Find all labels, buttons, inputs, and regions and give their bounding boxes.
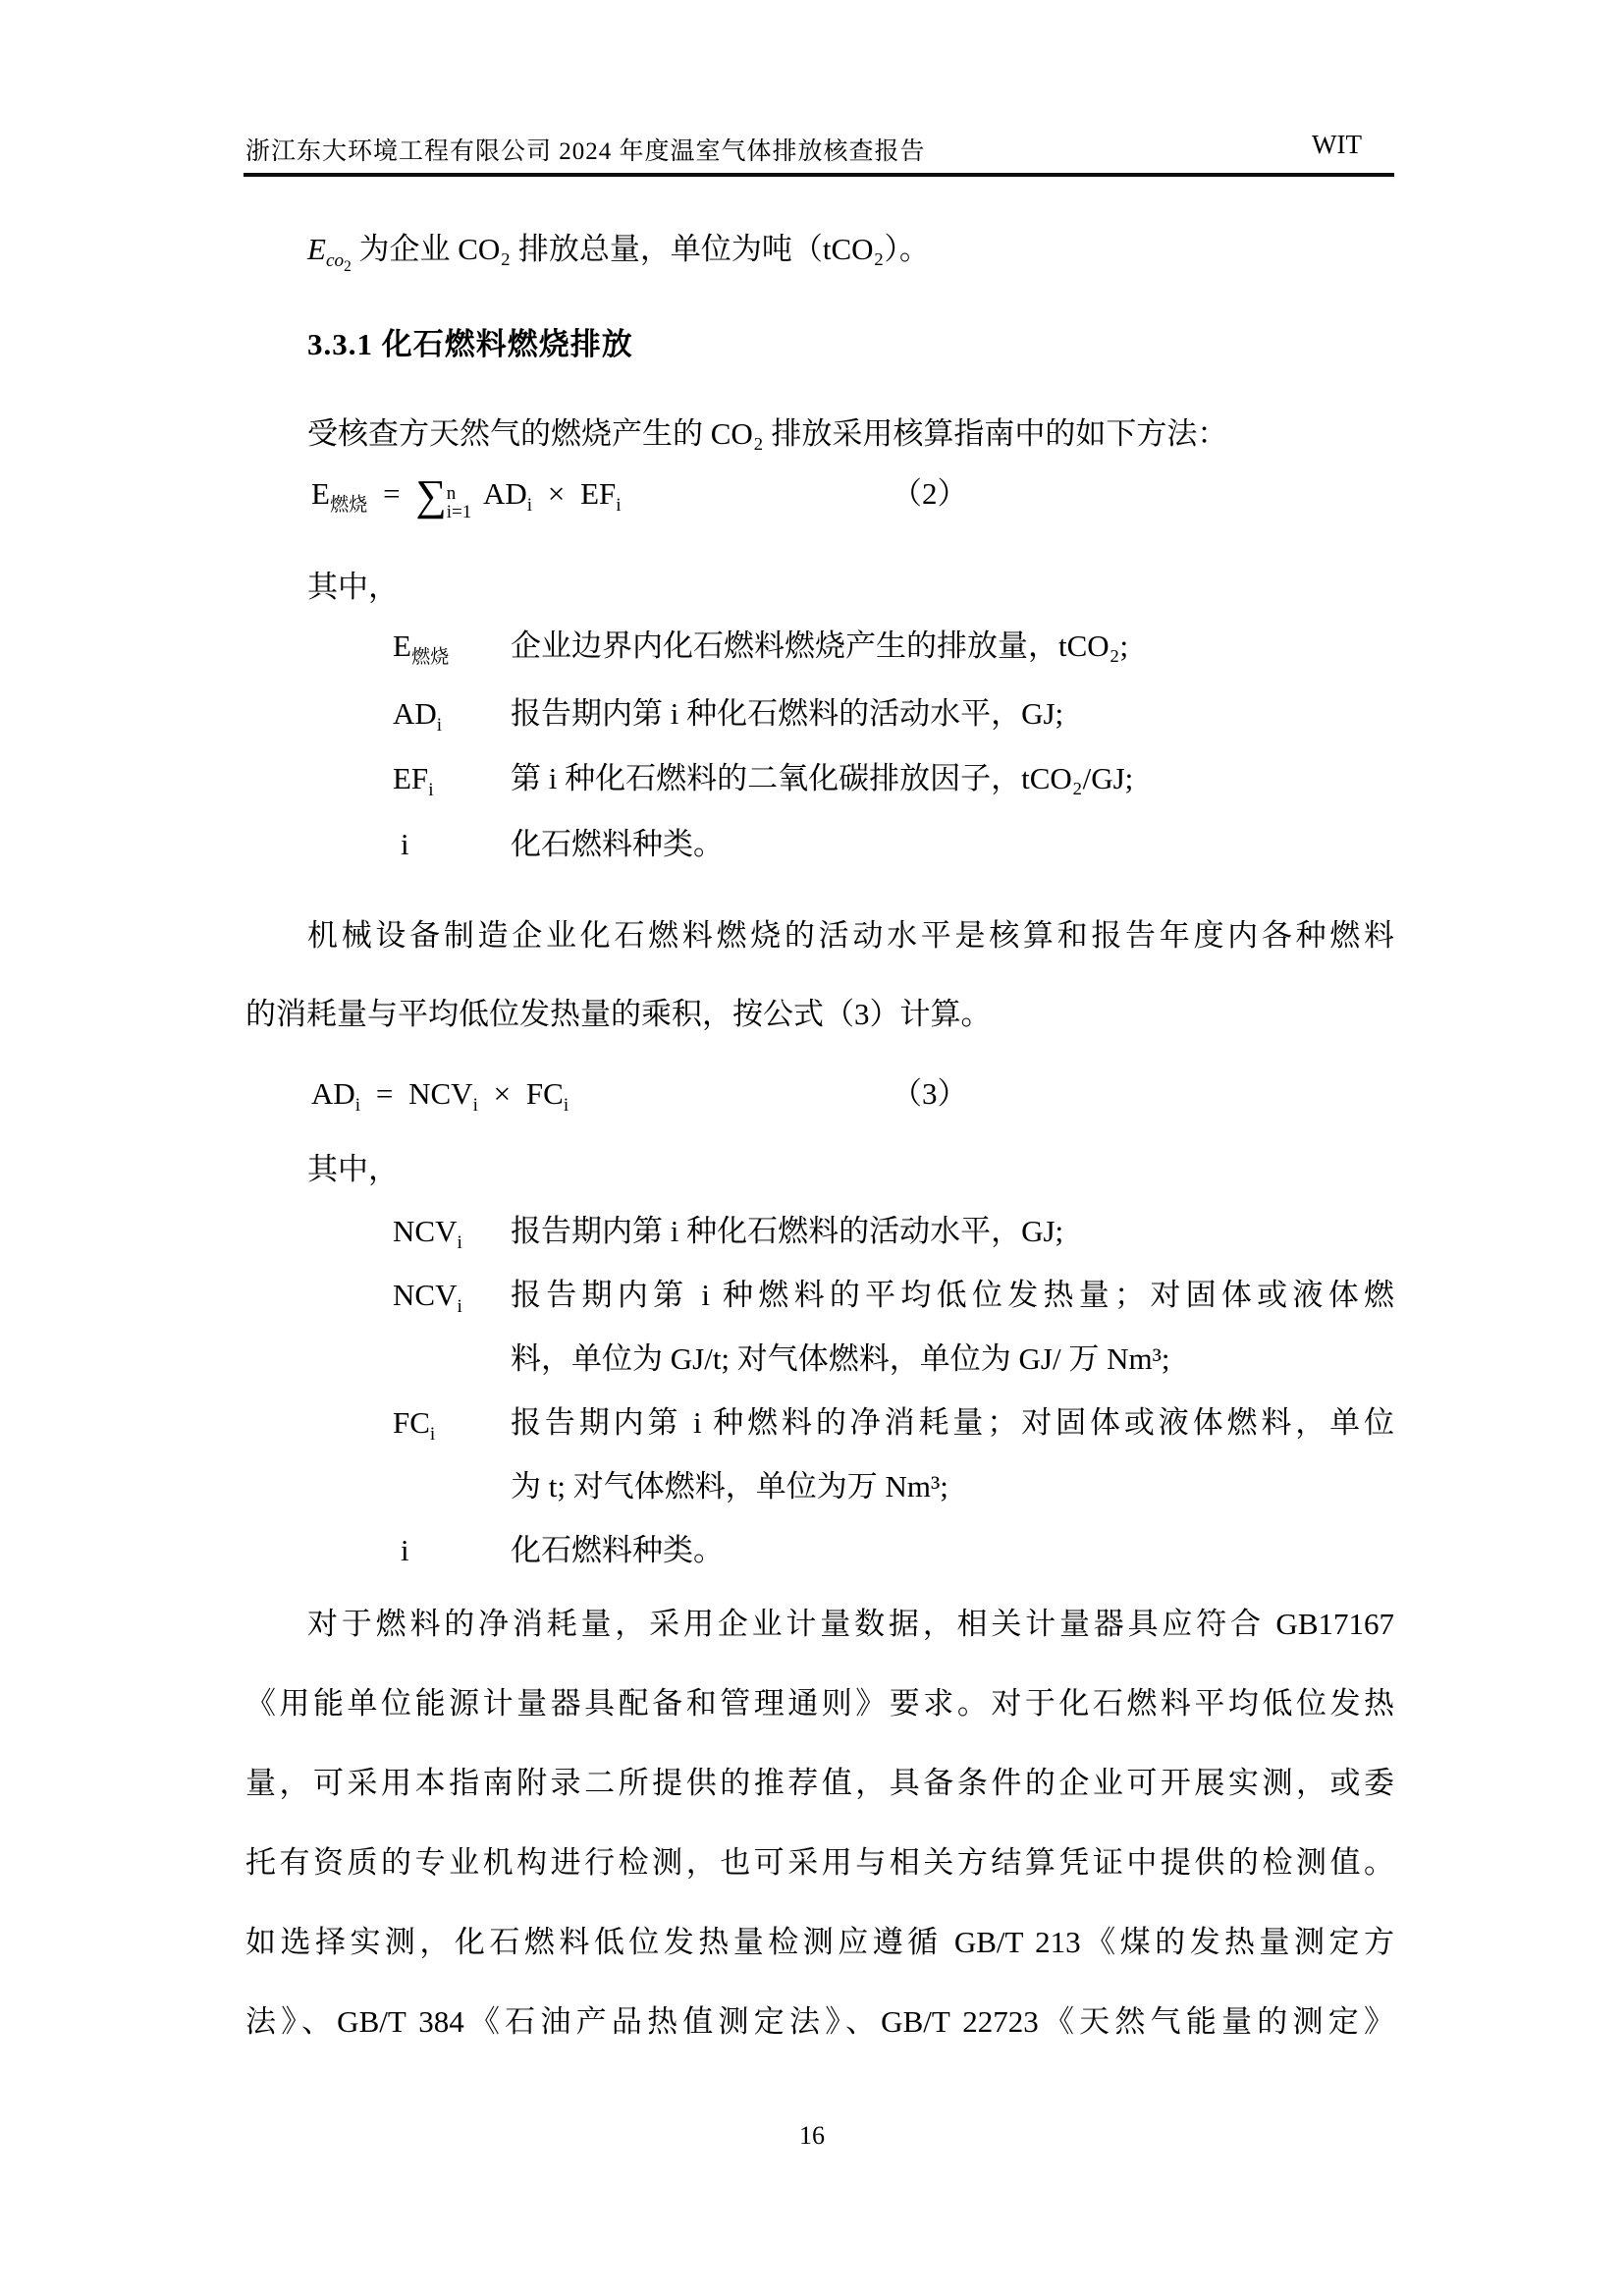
formula2-lhs: E	[311, 476, 330, 511]
formula3-lhs: AD	[311, 1076, 355, 1111]
where-label-1: 其中，	[307, 570, 399, 604]
definition-row	[245, 626, 1394, 667]
formula3-term1-sub: i	[472, 1095, 478, 1117]
formula2-lhs-sub: 燃烧	[329, 495, 368, 517]
where-label-2: 其中，	[307, 1152, 399, 1186]
sigma-symbol: ∑	[415, 471, 447, 519]
page-number: 16	[799, 2121, 825, 2150]
paragraph-2-line-2: 的消耗量与平均低位发热量的乘积，按公式（3）计算。	[245, 997, 992, 1031]
definition-desc: 为 t; 对气体燃料，单位为万 Nm³;	[511, 1469, 948, 1503]
paragraph-3-line-3: 量，可采用本指南附录二所提供的推荐值，具备条件的企业可开展实测，或委	[245, 1766, 1394, 1800]
formula-3	[245, 1073, 1394, 1115]
definition-desc: 报告期内第 i 种燃料的平均低位发热量；对固体或液体燃	[511, 1278, 1394, 1312]
definition-desc: 报告期内第 i 种化石燃料的活动水平，GJ;	[511, 1214, 1064, 1248]
formula2-number: （2）	[892, 476, 968, 511]
formula2-term1: AD	[482, 476, 527, 511]
definition-row-continuation	[245, 1339, 1394, 1380]
definition-row	[245, 1530, 1394, 1571]
formula2-term2: EF	[580, 476, 617, 511]
paragraph-3-line-1: 对于燃料的净消耗量，采用企业计量数据，相关计量器具应符合 GB17167	[307, 1607, 1394, 1641]
e-co2-subscript: co	[325, 250, 345, 272]
formula3-term1: NCV	[408, 1076, 473, 1111]
definition-desc: 化石燃料种类。	[511, 1533, 724, 1567]
formula3-lhs-sub: i	[354, 1095, 361, 1117]
paragraph-3-line-6: 法》、GB/T 384《石油产品热值测定法》、GB/T 22723《天然气能量的测定》	[245, 2004, 1394, 2039]
definition-term: $AD_i$	[393, 696, 443, 737]
definition-term: $E_{燃烧}$	[393, 629, 450, 669]
paragraph-3-line-4: 托有资质的专业机构进行检测，也可采用与相关方结算凭证中提供的检测值。	[245, 1845, 1394, 1880]
paragraph-3-line-5: 如选择实测，化石燃料低位发热量检测应遵循 GB/T 213《煤的发热量测定方	[245, 1925, 1394, 1959]
formula2-term2-sub: i	[616, 495, 622, 517]
equals-sign: =	[383, 476, 401, 511]
paragraph-1: 受核查方天然气的燃烧产生的 CO₂ 排放采用核算指南中的如下方法：	[307, 416, 1228, 451]
formula3-number: （3）	[892, 1076, 968, 1111]
definition-row-continuation	[245, 1466, 1394, 1507]
header-mark: WIT	[1312, 130, 1362, 159]
definition-desc: 化石燃料种类。	[511, 827, 724, 861]
formula2-term1-sub: i	[526, 495, 533, 517]
definition-row	[245, 1402, 1394, 1444]
header-rule	[244, 173, 1394, 177]
sigma-limits	[447, 484, 472, 521]
definition-desc: 报告期内第 i 种化石燃料的活动水平，GJ;	[511, 696, 1064, 731]
formula3-term2: FC	[525, 1076, 564, 1111]
definition-row	[245, 824, 1394, 865]
paragraph-2-line-1: 机械设备制造企业化石燃料燃烧的活动水平是核算和报告年度内各种燃料	[307, 918, 1394, 953]
definition-term: i	[401, 1533, 409, 1567]
definition-row	[245, 693, 1394, 735]
section-heading: 3.3.1 化石燃料燃烧排放	[307, 327, 633, 361]
definition-term: i	[401, 827, 409, 861]
header-title: 浙江东大环境工程有限公司 2024 年度温室气体排放核查报告	[245, 138, 926, 165]
definition-row	[245, 1211, 1394, 1252]
definition-desc: 料，单位为 GJ/t; 对气体燃料，单位为 GJ/ 万 Nm³;	[511, 1341, 1170, 1376]
definition-term: $NCV_i$	[393, 1214, 462, 1254]
definition-desc: 第 i 种化石燃料的二氧化碳排放因子，tCO₂/GJ;	[511, 761, 1134, 795]
times-sign: ×	[547, 476, 566, 511]
paragraph-3-line-2: 《用能单位能源计量器具配备和管理通则》要求。对于化石燃料平均低位发热	[245, 1686, 1394, 1721]
definition-row	[245, 1275, 1394, 1316]
e-co2-variable: E	[307, 232, 326, 266]
definition-term: $NCV_i$	[393, 1278, 462, 1318]
definition-row	[245, 758, 1394, 799]
intro-line	[245, 229, 1394, 276]
definition-desc: 报告期内第 i 种燃料的净消耗量；对固体或液体燃料，单位	[511, 1405, 1394, 1440]
sigma-upper-limit: n	[446, 483, 457, 504]
sigma-lower-limit: i=1	[446, 502, 472, 522]
equals-sign: =	[375, 1076, 394, 1111]
definition-desc: 企业边界内化石燃料燃烧产生的排放量，tCO₂;	[511, 629, 1129, 663]
intro-text: 为企业 CO₂ 排放总量，单位为吨（tCO₂）。	[358, 232, 930, 266]
definition-term: $EF_i$	[393, 761, 434, 801]
times-sign: ×	[493, 1076, 512, 1111]
formula3-term2-sub: i	[563, 1095, 569, 1117]
definition-term: $FC_i$	[393, 1405, 436, 1446]
e-co2-subsubscript: 2	[344, 258, 352, 276]
formula-2	[245, 473, 1394, 521]
